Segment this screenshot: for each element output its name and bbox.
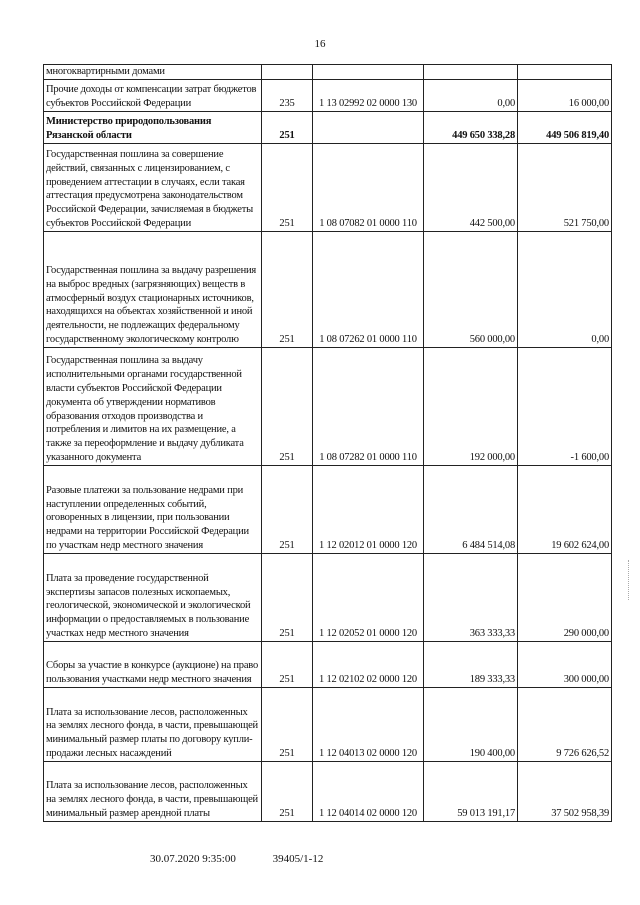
row-name: Разовые платежи за пользование недрами при наступлении определенных событий, оговоренных в лицензии, при пользовании недрами на территории Российской Федерации по участкам недр местного значения: [44, 465, 262, 553]
table-body: [44, 65, 612, 822]
row-code: 251: [262, 465, 313, 553]
row-kbk: 1 13 02992 02 0000 130: [313, 79, 424, 111]
row-name: многоквартирными домами: [44, 65, 262, 80]
row-kbk: 1 08 07282 01 0000 110: [313, 347, 424, 465]
row-kbk: 1 12 04014 02 0000 120: [313, 761, 424, 821]
row-code: 251: [262, 111, 313, 143]
budget-table: [43, 64, 612, 822]
row-code: 251: [262, 553, 313, 641]
row-name: Министерство природопользования Рязанской области: [44, 111, 262, 143]
row-value-2: 19 602 624,00: [518, 465, 612, 553]
row-code: 251: [262, 231, 313, 347]
table-row: [44, 641, 612, 687]
row-value-2: [518, 65, 612, 80]
row-value-2: 16 000,00: [518, 79, 612, 111]
scan-margin-mark: [628, 560, 633, 600]
table-row: [44, 111, 612, 143]
row-value-1: 363 333,33: [424, 553, 518, 641]
table-row: [44, 465, 612, 553]
table-row: [44, 79, 612, 111]
row-value-1: 190 400,00: [424, 687, 518, 761]
table-row: [44, 761, 612, 821]
row-code: 251: [262, 761, 313, 821]
row-name: Плата за проведение государственной экспертизы запасов полезных ископаемых, геологической, экономической и экологической информации о предоставляемых в пользование участках недр местного значения: [44, 553, 262, 641]
table-row: [44, 231, 612, 347]
row-value-1: 0,00: [424, 79, 518, 111]
row-kbk: 1 08 07082 01 0000 110: [313, 143, 424, 231]
table-row: [44, 347, 612, 465]
row-name: Прочие доходы от компенсации затрат бюджетов субъектов Российской Федерации: [44, 79, 262, 111]
row-value-2: 300 000,00: [518, 641, 612, 687]
row-value-2: 290 000,00: [518, 553, 612, 641]
row-code: 251: [262, 143, 313, 231]
row-value-1: 59 013 191,17: [424, 761, 518, 821]
row-code: 251: [262, 347, 313, 465]
row-code: [262, 65, 313, 80]
row-value-1: 442 500,00: [424, 143, 518, 231]
row-name: Государственная пошлина за выдачу разрешения на выброс вредных (загрязняющих) веществ в атмосферный воздух стационарных источников, находящихся на объектах хозяйственной и иной деятельности, не подлежащих федеральному государственному экологическому контролю: [44, 231, 262, 347]
row-kbk: 1 12 02052 01 0000 120: [313, 553, 424, 641]
table-row: [44, 65, 612, 80]
row-name: Сборы за участие в конкурсе (аукционе) на право пользования участками недр местного значения: [44, 641, 262, 687]
row-value-1: 189 333,33: [424, 641, 518, 687]
row-value-2: 0,00: [518, 231, 612, 347]
row-value-1: 449 650 338,28: [424, 111, 518, 143]
row-value-1: 560 000,00: [424, 231, 518, 347]
row-kbk: [313, 65, 424, 80]
row-value-2: 521 750,00: [518, 143, 612, 231]
table-row: [44, 553, 612, 641]
document-footer: [150, 853, 323, 865]
row-value-2: 9 726 626,52: [518, 687, 612, 761]
row-kbk: [313, 111, 424, 143]
row-value-1: [424, 65, 518, 80]
page-number: 16: [314, 38, 326, 50]
row-value-2: 37 502 958,39: [518, 761, 612, 821]
row-name: Плата за использование лесов, расположенных на землях лесного фонда, в части, превышающей минимальный размер платы по договору купли-продажи лесных насаждений: [44, 687, 262, 761]
table-row: [44, 143, 612, 231]
row-name: Государственная пошлина за совершение действий, связанных с лицензированием, с проведением аттестации в случаях, если такая аттестация предусмотрена законодательством Российской Федерации, зачисляемая в бюджеты субъектов Российской Федерации: [44, 143, 262, 231]
row-code: 235: [262, 79, 313, 111]
table-row: [44, 687, 612, 761]
row-name: Государственная пошлина за выдачу исполнительными органами государственной власти субъектов Российской Федерации документа об утверждении нормативов образования отходов производства и потребления и лимитов на их размещение, а также за переоформление и выдачу дубликата указанного документа: [44, 347, 262, 465]
row-kbk: 1 08 07262 01 0000 110: [313, 231, 424, 347]
row-code: 251: [262, 687, 313, 761]
footer-datetime: 30.07.2020 9:35:00: [150, 853, 236, 865]
row-name: Плата за использование лесов, расположенных на землях лесного фонда, в части, превышающей минимальный размер арендной платы: [44, 761, 262, 821]
footer-reference: 39405/1-12: [272, 853, 324, 865]
row-code: 251: [262, 641, 313, 687]
row-kbk: 1 12 02012 01 0000 120: [313, 465, 424, 553]
row-value-1: 6 484 514,08: [424, 465, 518, 553]
row-kbk: 1 12 02102 02 0000 120: [313, 641, 424, 687]
row-value-1: 192 000,00: [424, 347, 518, 465]
row-value-2: 449 506 819,40: [518, 111, 612, 143]
row-value-2: -1 600,00: [518, 347, 612, 465]
row-kbk: 1 12 04013 02 0000 120: [313, 687, 424, 761]
